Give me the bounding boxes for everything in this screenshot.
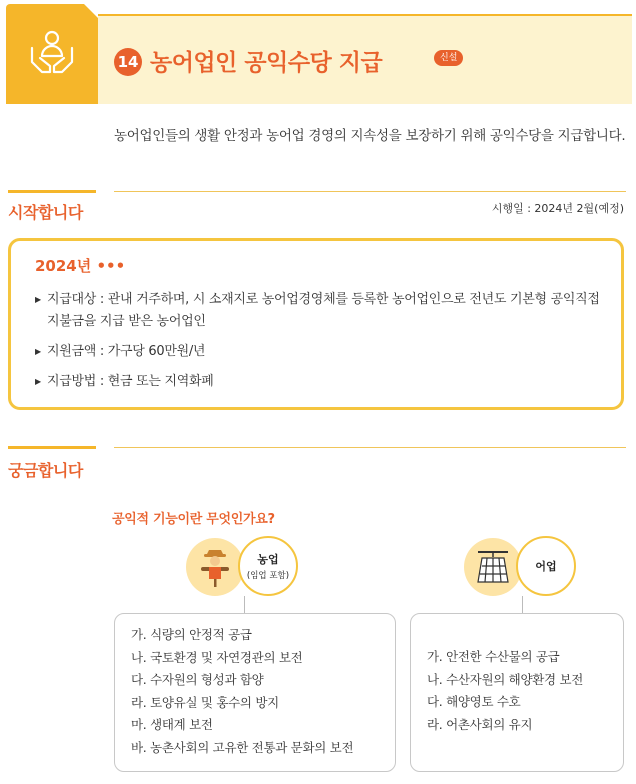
section-question-bar (8, 446, 96, 449)
agri-functions-list (131, 624, 353, 759)
list-item: ▶ 지급방법 : 현금 또는 지역화폐 (35, 371, 605, 393)
list-item: 나. 수산자원의 해양환경 보전 (427, 671, 583, 687)
section-question-divider (114, 447, 626, 448)
section-start-bar (8, 190, 96, 193)
section-start-label: 시작합니다 (8, 203, 83, 222)
agri-label: 농업 (257, 553, 279, 566)
header-icon-block (6, 4, 98, 104)
agri-connector (244, 596, 245, 614)
support-details-box (8, 238, 624, 410)
list-item: ▶ 지급대상 : 관내 거주하며, 시 소재지로 농어업경영체를 등록한 농어업인으로 전년도 기본형 공익직접지불금을 지급 받은 농어업인 (35, 289, 605, 333)
list-item: 가. 안전한 수산물의 공급 (427, 649, 560, 664)
list-item: ▶ 지원금액 : 가구당 60만원/년 (35, 341, 605, 363)
effective-date: 시행일 : 2024년 2월(예정) (491, 202, 624, 215)
scarecrow-icon (199, 546, 231, 588)
list-item: 다. 해양영토 수호 (427, 694, 521, 709)
list-item: 라. 어촌사회의 유지 (427, 716, 533, 732)
list-item: 나. 국토환경 및 자연경관의 보전 (131, 649, 303, 665)
section-start-divider (114, 191, 626, 192)
list-item: 마. 생태계 보전 (131, 717, 213, 732)
fish-functions-card (410, 613, 624, 772)
bullet-triangle-icon: ▶ (35, 377, 41, 386)
support-list (35, 289, 605, 401)
bullet-triangle-icon: ▶ (35, 295, 41, 304)
page-header (0, 0, 636, 104)
question-title: 공익적 기능이란 무엇인가요? (112, 512, 275, 527)
section-number-badge: 14 (114, 48, 142, 76)
intro-text: 농어업인들의 생활 안정과 농어업 경영의 지속성을 보장하기 위해 공익수당을 지급합니다. (114, 128, 626, 144)
bullet-triangle-icon: ▶ (35, 347, 41, 356)
agri-functions-card (114, 613, 396, 772)
list-item: 가. 식량의 안정적 공급 (131, 627, 252, 642)
fish-icon-circle (464, 538, 522, 596)
fish-label: 어업 (535, 560, 557, 573)
new-badge: 신설 (434, 50, 463, 66)
agri-label-circle (238, 536, 298, 596)
list-item: 다. 수자원의 형성과 함양 (131, 672, 264, 687)
support-year: 2024년 ••• (35, 257, 126, 275)
list-item: 바. 농촌사회의 고유한 전통과 문화의 보전 (131, 739, 354, 755)
fish-connector (522, 596, 523, 614)
fish-label-circle (516, 536, 576, 596)
agri-icon-circle (186, 538, 244, 596)
list-item: 라. 토양유실 및 홍수의 방지 (131, 694, 279, 710)
section-question-label: 궁금합니다 (8, 461, 83, 480)
page-title: 농어업인 공익수당 지급 (150, 50, 383, 76)
fishing-net-icon (474, 548, 512, 586)
agri-sublabel: (임업 포함) (246, 571, 290, 581)
hands-supporting-person-icon (28, 26, 76, 80)
fish-functions-list (427, 646, 583, 736)
